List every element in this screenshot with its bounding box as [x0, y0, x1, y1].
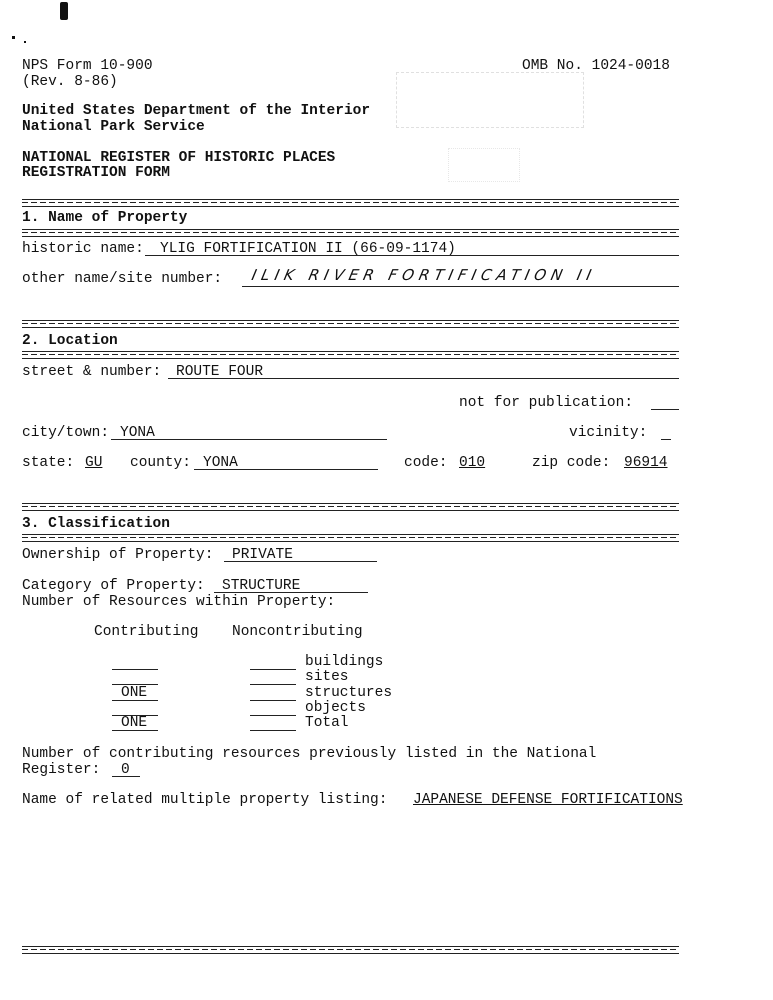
contributing-buildings-field[interactable] [112, 669, 158, 670]
service-name: National Park Service [22, 119, 205, 135]
section-3-heading: 3. Classification [22, 516, 170, 532]
noncontributing-header: Noncontributing [232, 624, 363, 640]
not-for-publication-field[interactable] [651, 409, 679, 410]
form-title: REGISTRATION FORM [22, 165, 170, 181]
ownership-field[interactable]: PRIVATE [232, 547, 293, 563]
county-field[interactable]: YONA [203, 455, 238, 471]
resource-type-total: Total [305, 715, 349, 731]
section-divider [22, 199, 679, 207]
street-field[interactable]: ROUTE FOUR [176, 364, 264, 380]
resource-type-buildings: buildings [305, 654, 384, 670]
noncontributing-total-field[interactable] [250, 730, 296, 731]
multiple-property-label: Name of related multiple property listing: [22, 792, 388, 808]
section-2-heading: 2. Location [22, 333, 118, 349]
section-1-heading: 1. Name of Property [22, 210, 188, 226]
scan-artifact-dot [24, 41, 26, 43]
scan-artifact-mark [60, 2, 68, 20]
state-field[interactable]: GU [85, 455, 103, 471]
county-label: county: [130, 455, 191, 471]
resources-label: Number of Resources within Property: [22, 594, 336, 610]
code-label: code: [404, 455, 448, 471]
other-name-underline [242, 286, 679, 287]
other-name-field-handwritten[interactable]: ILIK RIVER FORTIFICATION II [250, 266, 598, 284]
other-name-label: other name/site number: [22, 271, 223, 287]
omb-number: OMB No. 1024-0018 [522, 58, 670, 74]
form-revision: (Rev. 8-86) [22, 74, 118, 90]
noncontributing-structures-field[interactable] [250, 700, 296, 701]
register-label: Register: [22, 762, 101, 778]
noncontributing-sites-field[interactable] [250, 684, 296, 685]
section-divider [22, 534, 679, 542]
multiple-property-field[interactable]: JAPANESE DEFENSE FORTIFICATIONS [413, 792, 683, 808]
contributing-header: Contributing [94, 624, 199, 640]
resource-type-structures: structures [305, 685, 393, 701]
received-stamp [396, 72, 584, 128]
state-label: state: [22, 455, 75, 471]
register-field[interactable]: 0 [121, 762, 130, 778]
previously-listed-label: Number of contributing resources previously listed in the National [22, 746, 597, 762]
vicinity-label: vicinity: [569, 425, 648, 441]
code-field[interactable]: 010 [459, 455, 486, 471]
section-divider [22, 229, 679, 237]
city-label: city/town: [22, 425, 110, 441]
contributing-total-field[interactable]: ONE [121, 715, 148, 731]
department-name: United States Department of the Interior [22, 103, 371, 119]
resource-type-sites: sites [305, 669, 349, 685]
noncontributing-objects-field[interactable] [250, 715, 296, 716]
form-number: NPS Form 10-900 [22, 58, 153, 74]
scan-artifact-dot [12, 36, 15, 39]
zip-field[interactable]: 96914 [624, 455, 668, 471]
noncontributing-buildings-field[interactable] [250, 669, 296, 670]
historic-name-label: historic name: [22, 241, 144, 257]
resource-type-objects: objects [305, 700, 366, 716]
section-divider-bottom [22, 946, 679, 954]
not-for-publication-label: not for publication: [459, 395, 634, 411]
vicinity-field[interactable] [661, 439, 671, 440]
historic-name-field[interactable]: YLIG FORTIFICATION II (66-09-1174) [160, 241, 456, 257]
zip-label: zip code: [532, 455, 611, 471]
street-label: street & number: [22, 364, 162, 380]
section-divider [22, 320, 679, 328]
city-field[interactable]: YONA [120, 425, 155, 441]
category-field[interactable]: STRUCTURE [222, 578, 301, 594]
category-label: Category of Property: [22, 578, 205, 594]
received-stamp-small [448, 148, 520, 182]
section-divider [22, 503, 679, 511]
ownership-label: Ownership of Property: [22, 547, 214, 563]
section-divider [22, 351, 679, 359]
register-title: NATIONAL REGISTER OF HISTORIC PLACES [22, 150, 336, 166]
contributing-structures-field[interactable]: ONE [121, 685, 148, 701]
